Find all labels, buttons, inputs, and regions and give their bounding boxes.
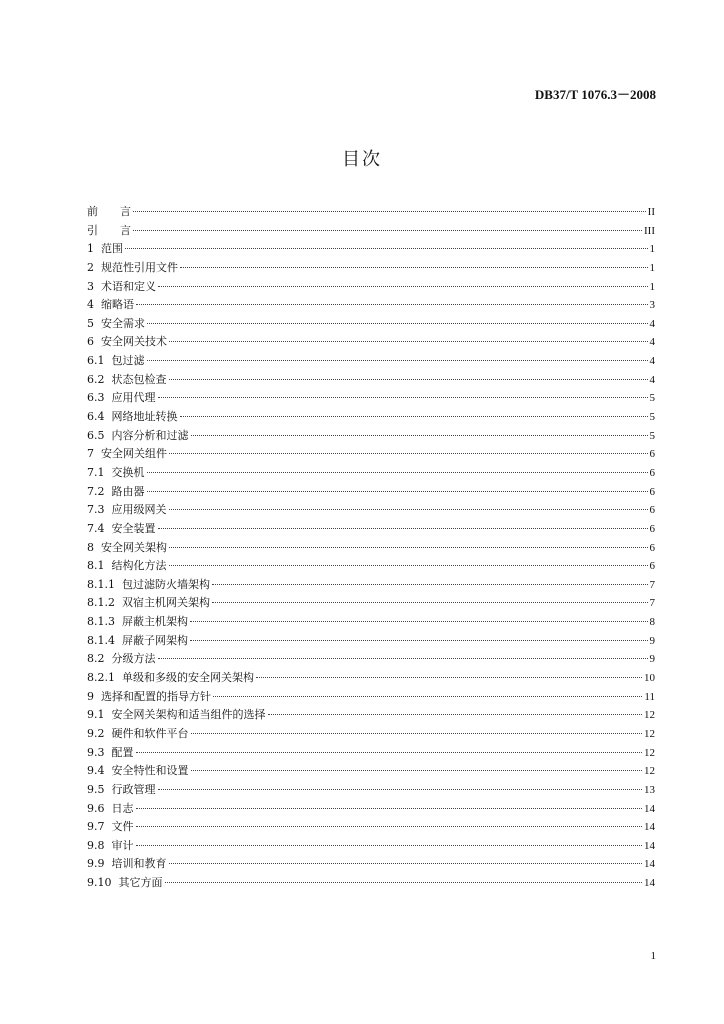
toc-entry-label: 6.2 状态包检查: [87, 372, 167, 386]
toc-entry-label: 8.2 分级方法: [87, 652, 156, 666]
toc-entry[interactable]: [87, 688, 655, 707]
toc-leader-dots: [136, 304, 648, 305]
toc-leader-dots: [190, 640, 648, 641]
toc-entry-label: 4 缩略语: [87, 298, 134, 312]
toc-entry-page: 6: [649, 448, 655, 461]
toc-entry-label: 5 安全需求: [87, 316, 145, 330]
toc-entry-page: 7: [649, 597, 655, 610]
toc-leader-dots: [136, 826, 643, 827]
toc-entry-page: 6: [649, 504, 655, 517]
toc-entry-label: 1 范围: [87, 242, 123, 256]
toc-leader-dots: [133, 230, 642, 231]
toc-entry-page: 6: [649, 541, 655, 554]
toc-entry[interactable]: [87, 222, 655, 241]
toc-entry-label: 9.4 安全特性和设置: [87, 764, 189, 778]
toc-entry[interactable]: [87, 706, 655, 725]
toc-leader-dots: [169, 509, 648, 510]
toc-entry-page: 14: [644, 821, 655, 834]
toc-leader-dots: [125, 248, 648, 249]
toc-entry-label: 8.1.3 屏蔽主机架构: [87, 615, 188, 629]
toc-entry-page: 5: [649, 429, 655, 442]
toc-leader-dots: [158, 397, 648, 398]
toc-entry[interactable]: [87, 427, 655, 446]
toc-leader-dots: [169, 379, 648, 380]
toc-entry-page: 6: [649, 522, 655, 535]
toc-entry-page: 6: [649, 485, 655, 498]
toc-entry-label: 8.1.1 包过滤防火墙架构: [87, 577, 210, 591]
toc-entry-page: 1: [649, 280, 655, 293]
toc-entry[interactable]: [87, 594, 655, 613]
toc-entry[interactable]: [87, 800, 655, 819]
toc-entry-page: 4: [649, 373, 655, 386]
toc-entry[interactable]: [87, 762, 655, 781]
toc-leader-dots: [256, 677, 642, 678]
toc-entry[interactable]: [87, 818, 655, 837]
toc-leader-dots: [169, 565, 648, 566]
toc-entry[interactable]: [87, 669, 655, 688]
toc-entry-label: 8.1.2 双宿主机网关架构: [87, 596, 210, 610]
toc-leader-dots: [191, 770, 643, 771]
toc-entry[interactable]: [87, 315, 655, 334]
toc-entry[interactable]: [87, 259, 655, 278]
toc-leader-dots: [165, 882, 643, 883]
toc-entry-label: 8.1 结构化方法: [87, 559, 167, 573]
toc-entry[interactable]: [87, 464, 655, 483]
toc-entry-label: 9.3 配置: [87, 745, 134, 759]
toc-entry-page: 14: [644, 802, 655, 815]
toc-entry-page: 1: [649, 243, 655, 256]
toc-entry-page: 5: [649, 392, 655, 405]
toc-entry-page: 14: [644, 858, 655, 871]
toc-entry[interactable]: [87, 278, 655, 297]
toc-entry-page: 4: [649, 317, 655, 330]
toc-entry-page: II: [647, 206, 655, 218]
toc-leader-dots: [268, 714, 643, 715]
toc-entry-label: 6.3 应用代理: [87, 391, 156, 405]
toc-entry-label: 2 规范性引用文件: [87, 260, 178, 274]
toc-entry[interactable]: [87, 837, 655, 856]
toc-entry-page: 12: [644, 765, 655, 778]
toc-leader-dots: [191, 435, 648, 436]
toc-entry-label: 7.4 安全装置: [87, 521, 156, 535]
toc-entry-label: 7.2 路由器: [87, 484, 145, 498]
toc-leader-dots: [180, 267, 648, 268]
toc-entry-label: 前 言: [87, 205, 131, 218]
toc-entry[interactable]: [87, 520, 655, 539]
toc-leader-dots: [147, 491, 648, 492]
toc-leader-dots: [158, 789, 643, 790]
toc-entry-page: 6: [649, 560, 655, 573]
toc-leader-dots: [191, 733, 643, 734]
toc-entry[interactable]: [87, 576, 655, 595]
toc-entry-label: 8.2.1 单级和多级的安全网关架构: [87, 671, 254, 685]
toc-entry-page: 12: [644, 727, 655, 740]
toc-entry-page: 14: [644, 877, 655, 890]
toc-entry-label: 9.9 培训和教育: [87, 857, 167, 871]
toc-entry-label: 7.3 应用级网关: [87, 503, 167, 517]
toc-entry-page: 7: [649, 578, 655, 591]
toc-entry[interactable]: [87, 408, 655, 427]
toc-entry[interactable]: [87, 501, 655, 520]
toc-entry-page: 6: [649, 466, 655, 479]
toc-entry-label: 9.2 硬件和软件平台: [87, 726, 189, 740]
toc-leader-dots: [147, 323, 648, 324]
toc-entry-page: 4: [649, 355, 655, 368]
toc-entry-label: 9.6 日志: [87, 801, 134, 815]
toc-entry-page: 9: [649, 634, 655, 647]
toc-entry-label: 9.8 审计: [87, 838, 134, 852]
toc-entry-page: 8: [649, 616, 655, 629]
toc-entry-label: 6.4 网络地址转换: [87, 410, 178, 424]
toc-leader-dots: [169, 453, 648, 454]
toc-entry-page: 9: [649, 653, 655, 666]
toc-leader-dots: [147, 472, 648, 473]
toc-entry-page: 11: [644, 690, 655, 703]
toc-entry-page: 5: [649, 411, 655, 424]
toc-leader-dots: [190, 621, 648, 622]
toc-entry-label: 7.1 交换机: [87, 465, 145, 479]
toc-leader-dots: [169, 547, 648, 548]
toc-entry[interactable]: [87, 389, 655, 408]
toc-entry[interactable]: [87, 240, 655, 259]
toc-entry-label: 7 安全网关组件: [87, 447, 167, 461]
page-number: 1: [650, 950, 656, 962]
toc-entry-page: 3: [649, 299, 655, 312]
toc-leader-dots: [180, 416, 648, 417]
toc-leader-dots: [169, 863, 643, 864]
toc-leader-dots: [158, 528, 648, 529]
toc-leader-dots: [136, 752, 643, 753]
toc-leader-dots: [158, 658, 648, 659]
toc-leader-dots: [213, 696, 642, 697]
toc-leader-dots: [169, 341, 648, 342]
toc-entry[interactable]: [87, 613, 655, 632]
toc-leader-dots: [147, 360, 648, 361]
document-code: DB37/T 1076.3－2008: [534, 87, 656, 102]
toc-entry-page: 12: [644, 746, 655, 759]
toc-leader-dots: [212, 584, 648, 585]
table-of-contents: [87, 203, 655, 893]
toc-entry[interactable]: [87, 296, 655, 315]
toc-entry-label: 3 术语和定义: [87, 279, 156, 293]
toc-entry[interactable]: [87, 725, 655, 744]
toc-entry[interactable]: [87, 632, 655, 651]
toc-entry-label: 9.10 其它方面: [87, 876, 163, 890]
toc-entry-page: 10: [644, 672, 655, 685]
toc-entry-page: 4: [649, 336, 655, 349]
toc-entry-label: 6.5 内容分析和过滤: [87, 428, 189, 442]
toc-entry-label: 9.1 安全网关架构和适当组件的选择: [87, 708, 266, 722]
toc-entry-label: 6 安全网关技术: [87, 335, 167, 349]
toc-entry[interactable]: [87, 203, 655, 222]
toc-leader-dots: [133, 211, 646, 212]
toc-entry-page: 14: [644, 839, 655, 852]
toc-entry[interactable]: [87, 650, 655, 669]
page-title: 目次: [342, 149, 382, 170]
toc-entry[interactable]: [87, 371, 655, 390]
toc-entry-label: 8.1.4 屏蔽子网架构: [87, 633, 188, 647]
toc-entry[interactable]: [87, 539, 655, 558]
toc-entry[interactable]: [87, 352, 655, 371]
toc-leader-dots: [136, 808, 643, 809]
toc-entry-label: 9 选择和配置的指导方针: [87, 689, 211, 703]
toc-entry[interactable]: [87, 744, 655, 763]
toc-entry-label: 9.7 文件: [87, 820, 134, 834]
toc-entry-label: 8 安全网关架构: [87, 540, 167, 554]
toc-entry-page: 13: [644, 783, 655, 796]
toc-entry[interactable]: [87, 445, 655, 464]
toc-entry[interactable]: [87, 781, 655, 800]
toc-entry-label: 9.5 行政管理: [87, 782, 156, 796]
toc-entry[interactable]: [87, 855, 655, 874]
toc-entry-page: 12: [644, 709, 655, 722]
toc-entry-label: 6.1 包过滤: [87, 354, 145, 368]
toc-entry-label: 引 言: [87, 223, 131, 237]
toc-entry-page: 1: [649, 261, 655, 274]
toc-leader-dots: [136, 845, 643, 846]
toc-entry[interactable]: [87, 557, 655, 576]
toc-leader-dots: [158, 286, 648, 287]
toc-entry[interactable]: [87, 483, 655, 502]
toc-entry[interactable]: [87, 874, 655, 893]
toc-entry[interactable]: [87, 333, 655, 352]
toc-leader-dots: [212, 602, 648, 603]
toc-entry-page: III: [644, 224, 655, 237]
